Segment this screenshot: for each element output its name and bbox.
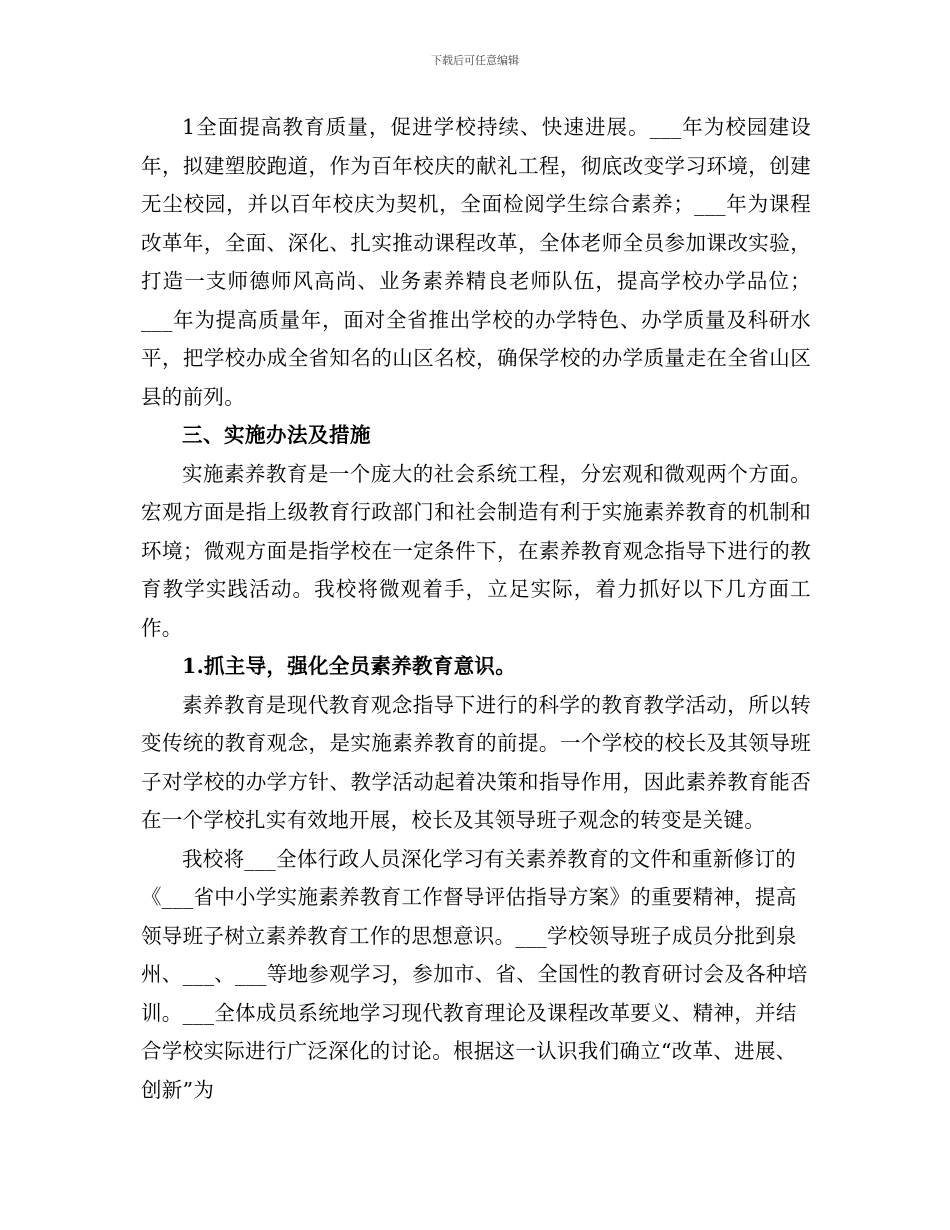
paragraph-quality-goals: 1全面提高教育质量，促进学校持续、快速进展。___年为校园建设年，拟建塑胶跑道，作为百年校庆的献礼工程，彻底改变学习环境，创建无尘校园，并以百年校庆为契机，全面检阅学生综合素养；___年为课程改革年，全面、深化、扎实推动课程改革，全体老师全员参加课改实验，打造一支师德师风高尚、业务素养精良老师队伍，提高学校办学品位；___年为提高质量年，面对全省推出学校的办学特色、办学质量及科研水平，把学校办成全省知名的山区名校，确保学校的办学质量走在全省山区县的前列。 — [141, 115, 811, 409]
subheading-leadership: 1.抓主导，强化全员素养教育意识。 — [182, 654, 516, 678]
page-header: 下载后可任意编辑 — [431, 54, 519, 67]
paragraph-implementation-overview: 实施素养教育是一个庞大的社会系统工程，分宏观和微观两个方面。宏观方面是指上级教育行政部门和社会制造有利于实施素养教育的机制和环境；微观方面是指学校在一定条件下，在素养教育观念指导下进行的教育教学实践活动。我校将微观着手，立足实际，着力抓好以下几方面工作。 — [141, 461, 811, 640]
paragraph-education-concept: 素养教育是现代教育观念指导下进行的科学的教育教学活动，所以转变传统的教育观念，是实施素养教育的前提。一个学校的校长及其领导班子对学校的办学方针、教学活动起着决策和指导作用，因此素养教育能否在一个学校扎实有效地开展，校长及其领导班子观念的转变是关键。 — [141, 692, 811, 832]
section-heading-implementation: 三、实施办法及措施 — [182, 423, 371, 447]
document-body — [141, 108, 811, 1109]
paragraph-leadership-study: 我校将___全体行政人员深化学习有关素养教育的文件和重新修订的《___省中小学实施素养教育工作督导评估指导方案》的重要精神，提高领导班子树立素养教育工作的思想意识。___学校领导班子成员分批到泉州、___、___等地参观学习，参加市、省、全国性的教育研讨会及各种培训。___全体成员系统地学习现代教育理论及课程改革要义、精神，并结合学校实际进行广泛深化的讨论。根据这一认识我们确立“改革、进展、创新”为 — [141, 846, 808, 1102]
